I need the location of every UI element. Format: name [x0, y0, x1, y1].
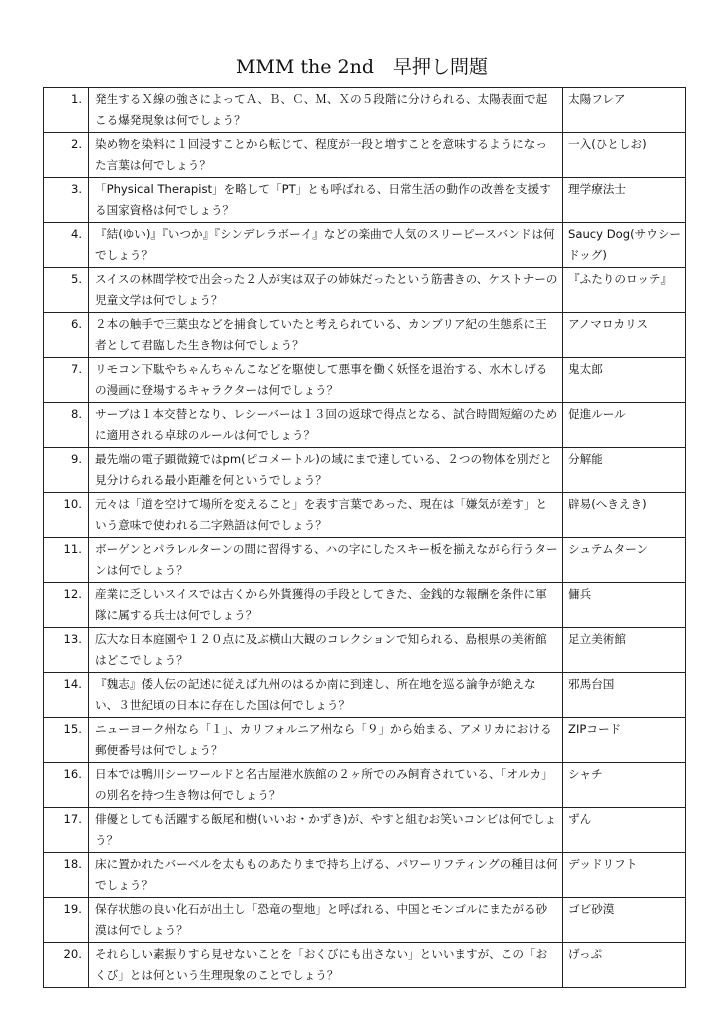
- table-row: [44, 178, 686, 223]
- answer-text: シャチ: [563, 763, 686, 808]
- question-number: 10.: [44, 493, 89, 538]
- answer-text: ゴビ砂漠: [563, 898, 686, 943]
- question-text: ボーゲンとパラレルターンの間に習得する、ハの字にしたスキー板を揃えながら行うターンは何でしょう？: [89, 538, 563, 583]
- question-text: ２本の触手で三葉虫などを捕食していたと考えられている、カンブリア紀の生態系に王者として君臨した生き物は何でしょう？: [89, 313, 563, 358]
- answer-text: 鬼太郎: [563, 358, 686, 403]
- question-text: サーブは１本交替となり、レシーバーは１３回の返球で得点となる、試合時間短縮のために適用される卓球のルールは何でしょう？: [89, 403, 563, 448]
- answer-text: 足立美術館: [563, 628, 686, 673]
- page-title: MMM the 2nd 早押し問題: [235, 56, 489, 78]
- table-row: [44, 853, 686, 898]
- table-row: [44, 808, 686, 853]
- table-row: [44, 223, 686, 268]
- question-number: 6.: [44, 313, 89, 358]
- table-row: [44, 583, 686, 628]
- question-number: 3.: [44, 178, 89, 223]
- question-number: 8.: [44, 403, 89, 448]
- answer-text: げっぷ: [563, 943, 686, 988]
- table-row: [44, 943, 686, 988]
- question-text: それらしい素振りすら見せないことを「おくびにも出さない」といいますが、この「おくび」とは何という生理現象のことでしょう？: [89, 943, 563, 988]
- answer-text: シュテムターン: [563, 538, 686, 583]
- question-number: 16.: [44, 763, 89, 808]
- answer-text: 邪馬台国: [563, 673, 686, 718]
- answer-text: ZIPコード: [563, 718, 686, 763]
- question-text: スイスの林間学校で出会った２人が実は双子の姉妹だったという筋書きの、ケストナーの児童文学は何でしょう？: [89, 268, 563, 313]
- question-text: 染め物を染料に１回浸すことから転じて、程度が一段と増すことを意味するようになった言葉は何でしょう？: [89, 133, 563, 178]
- question-text: 最先端の電子顕微鏡ではpm(ピコメートル)の域にまで達している、２つの物体を別だと見分けられる最小距離を何というでしょう？: [89, 448, 563, 493]
- question-text: 『結(ゆい)』『いつか』『シンデレラボーイ』などの楽曲で人気のスリーピースバンドは何でしょう？: [89, 223, 563, 268]
- table-row: [44, 763, 686, 808]
- table-row: [44, 313, 686, 358]
- question-text: 元々は「道を空けて場所を変えること」を表す言葉であった、現在は「嫌気が差す」という意味で使われる二字熟語は何でしょう？: [89, 493, 563, 538]
- answer-text: 太陽フレア: [563, 88, 686, 133]
- question-number: 18.: [44, 853, 89, 898]
- answer-text: 一入(ひとしお): [563, 133, 686, 178]
- question-number: 17.: [44, 808, 89, 853]
- question-table-body: [44, 88, 686, 988]
- table-row: [44, 718, 686, 763]
- question-number: 13.: [44, 628, 89, 673]
- question-number: 15.: [44, 718, 89, 763]
- question-table: [43, 87, 686, 988]
- question-text: リモコン下駄やちゃんちゃんこなどを駆使して悪事を働く妖怪を退治する、水木しげるの漫画に登場するキャラクターは何でしょう？: [89, 358, 563, 403]
- table-row: [44, 898, 686, 943]
- table-row: [44, 538, 686, 583]
- answer-text: アノマロカリス: [563, 313, 686, 358]
- answer-text: 傭兵: [563, 583, 686, 628]
- question-number: 4.: [44, 223, 89, 268]
- table-row: [44, 448, 686, 493]
- question-number: 2.: [44, 133, 89, 178]
- answer-text: デッドリフト: [563, 853, 686, 898]
- answer-text: 理学療法士: [563, 178, 686, 223]
- question-number: 14.: [44, 673, 89, 718]
- question-text: 広大な日本庭園や１２０点に及ぶ横山大観のコレクションで知られる、島根県の美術館はどこでしょう？: [89, 628, 563, 673]
- answer-text: Saucy Dog(サウシードッグ): [563, 223, 686, 268]
- table-row: [44, 88, 686, 133]
- question-number: 1.: [44, 88, 89, 133]
- question-number: 20.: [44, 943, 89, 988]
- question-number: 12.: [44, 583, 89, 628]
- table-row: [44, 493, 686, 538]
- answer-text: ずん: [563, 808, 686, 853]
- question-text: 床に置かれたバーベルを太もものあたりまで持ち上げる、パワーリフティングの種目は何でしょう？: [89, 853, 563, 898]
- question-number: 5.: [44, 268, 89, 313]
- question-text: 保存状態の良い化石が出土し「恐竜の聖地」と呼ばれる、中国とモンゴルにまたがる砂漠は何でしょう？: [89, 898, 563, 943]
- answer-text: 分解能: [563, 448, 686, 493]
- question-number: 11.: [44, 538, 89, 583]
- question-text: 「Physical Therapist」を略して「PT」とも呼ばれる、日常生活の動作の改善を支援する国家資格は何でしょう？: [89, 178, 563, 223]
- question-number: 9.: [44, 448, 89, 493]
- question-text: 産業に乏しいスイスでは古くから外貨獲得の手段としてきた、金銭的な報酬を条件に軍隊に属する兵士は何でしょう？: [89, 583, 563, 628]
- question-text: 『魏志』倭人伝の記述に従えば九州のはるか南に到達し、所在地を巡る論争が絶えない、３世紀頃の日本に存在した国は何でしょう？: [89, 673, 563, 718]
- table-row: [44, 358, 686, 403]
- table-row: [44, 403, 686, 448]
- answer-text: 『ふたりのロッテ』: [563, 268, 686, 313]
- question-text: 俳優としても活躍する飯尾和樹(いいお・かずき)が、やすと組むお笑いコンビは何でしょう？: [89, 808, 563, 853]
- question-text: 発生するＸ線の強さによってＡ、Ｂ、Ｃ、Ｍ、Ｘの５段階に分けられる、太陽表面で起こる爆発現象は何でしょう？: [89, 88, 563, 133]
- table-row: [44, 673, 686, 718]
- question-number: 19.: [44, 898, 89, 943]
- question-text: 日本では鴨川シーワールドと名古屋港水族館の２ヶ所でのみ飼育されている、「オルカ」の別名を持つ生き物は何でしょう？: [89, 763, 563, 808]
- question-number: 7.: [44, 358, 89, 403]
- answer-text: 促進ルール: [563, 403, 686, 448]
- table-row: [44, 133, 686, 178]
- table-row: [44, 628, 686, 673]
- table-row: [44, 268, 686, 313]
- answer-text: 辟易(へきえき): [563, 493, 686, 538]
- question-text: ニューヨーク州なら「１」、カリフォルニア州なら「９」から始まる、アメリカにおける郵便番号は何でしょう？: [89, 718, 563, 763]
